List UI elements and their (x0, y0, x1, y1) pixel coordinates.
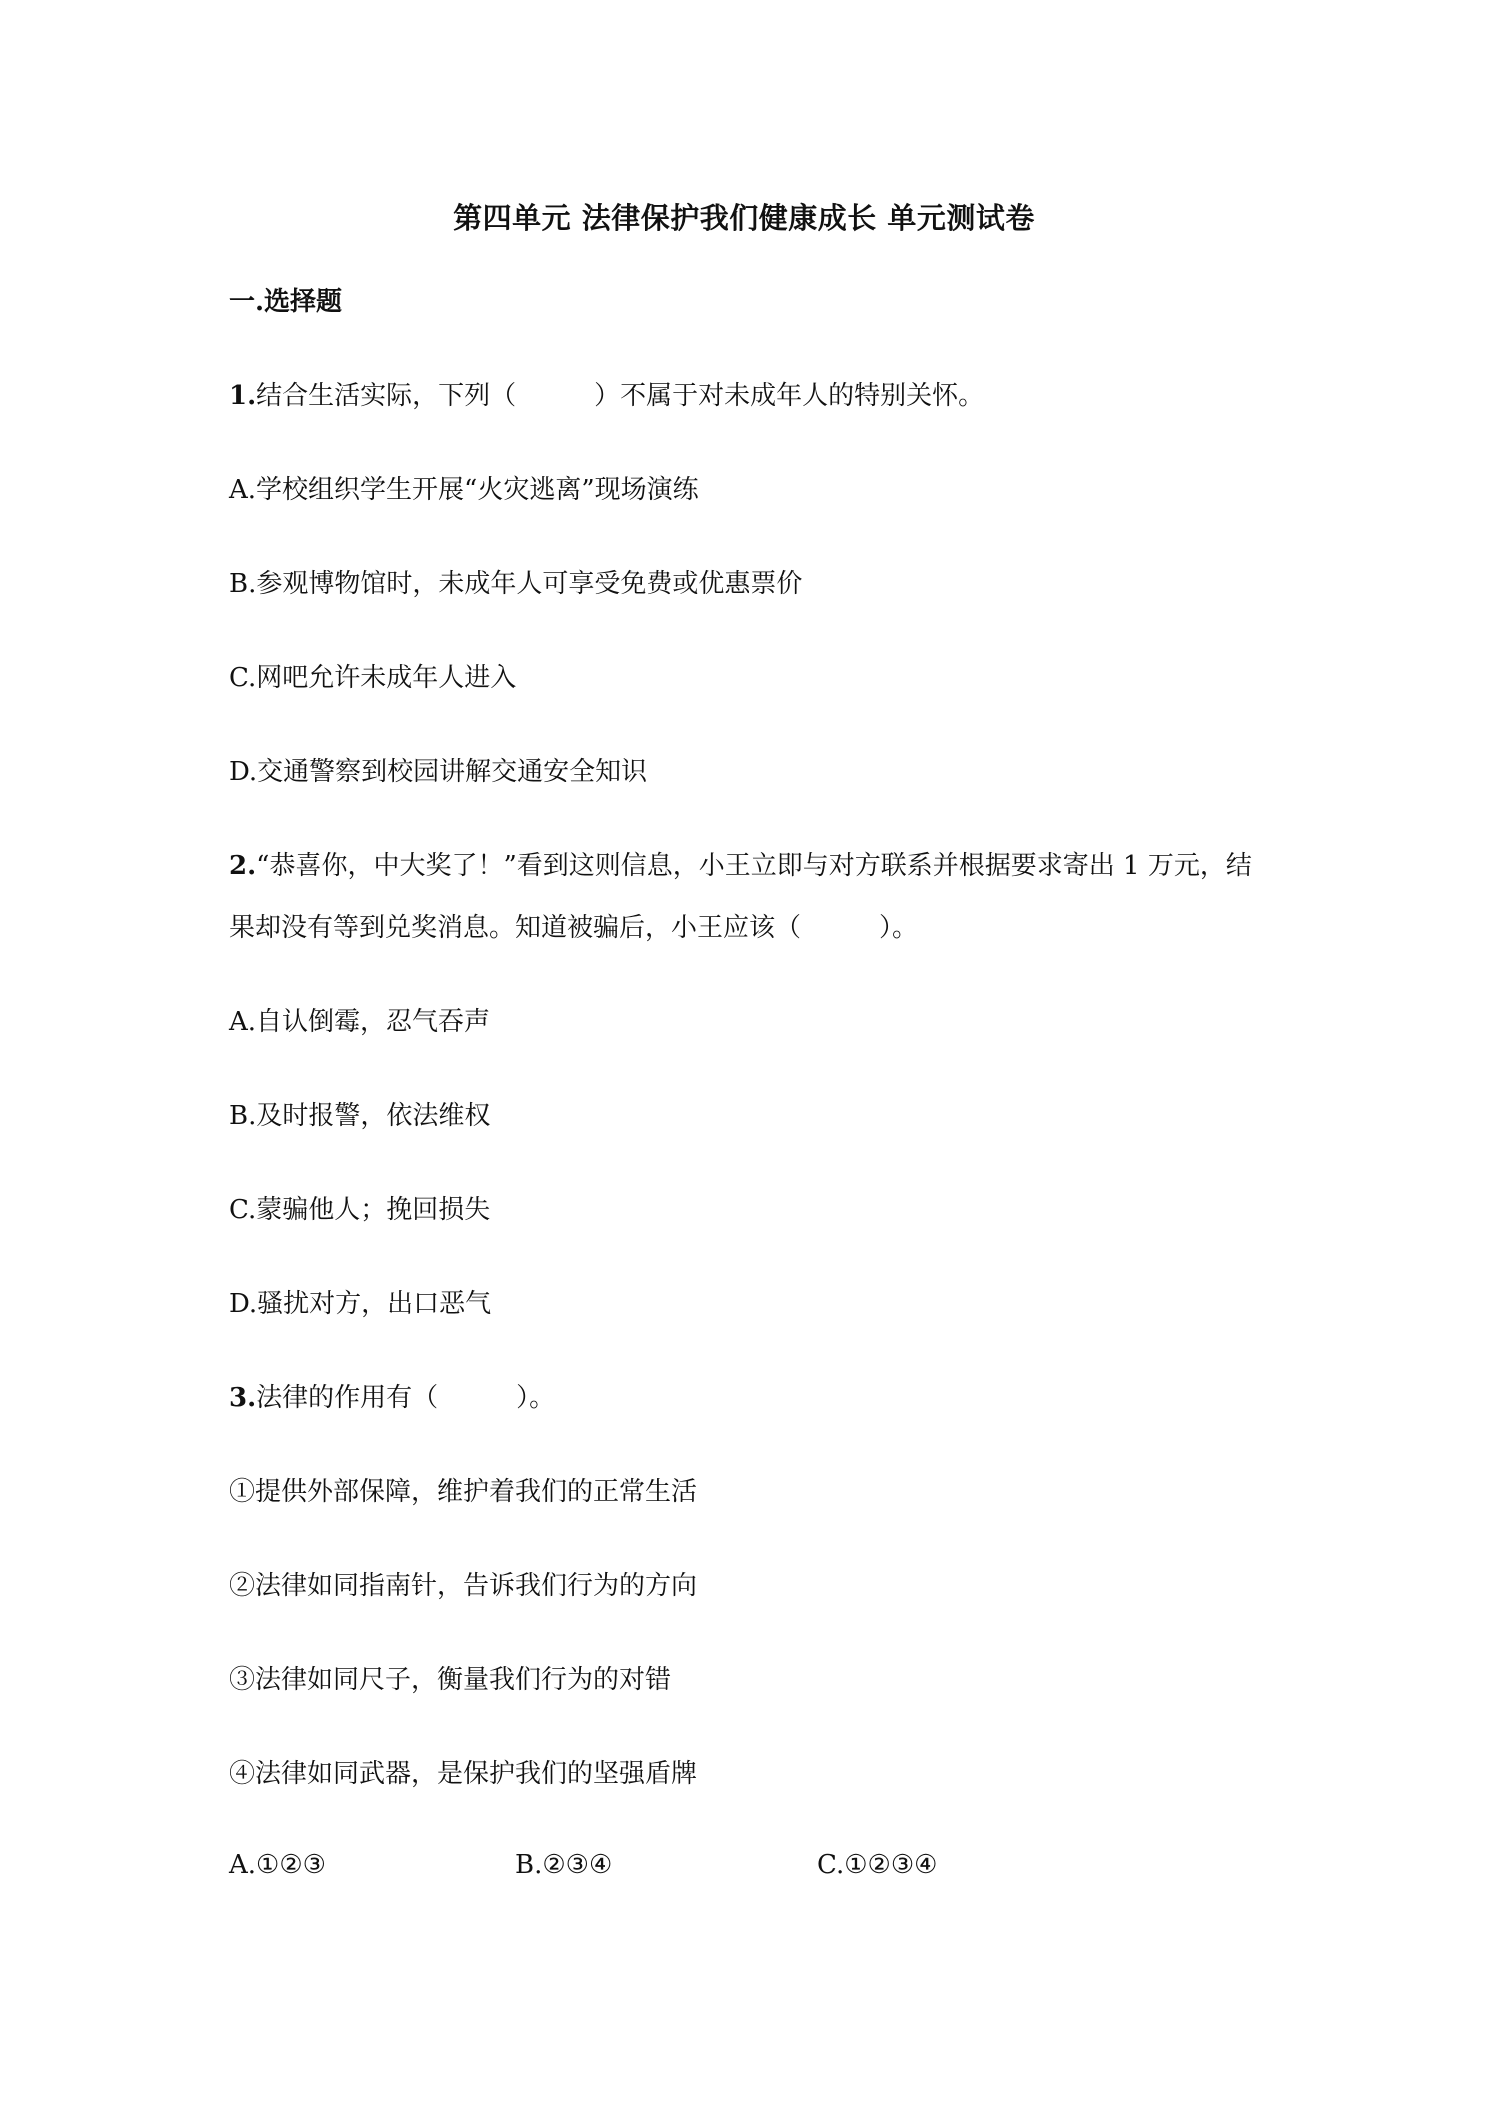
question-number: 3. (229, 1383, 257, 1413)
question-number: 1. (229, 381, 257, 411)
question-text-line1: “恭喜你，中大奖了！”看到这则信息，小王立即与对方联系并根据要求寄出 1 万元，结 (256, 851, 1252, 881)
q3-statement-2: ②法律如同指南针，告诉我们行为的方向 (229, 1571, 698, 1601)
q2-option-a: A.自认倒霉，忍气吞声 (229, 1007, 491, 1037)
q2-option-c: C.蒙骗他人；挽回损失 (229, 1195, 491, 1225)
q3-statement-4: ④法律如同武器，是保护我们的坚强盾牌 (229, 1759, 698, 1789)
q3-statement-3: ③法律如同尺子，衡量我们行为的对错 (229, 1665, 672, 1695)
q1-option-c: C.网吧允许未成年人进入 (229, 663, 517, 693)
q1-option-a: A.学校组织学生开展“火灾逃离”现场演练 (229, 475, 699, 505)
q1-option-d: D.交通警察到校园讲解交通安全知识 (229, 757, 648, 787)
question-number: 2. (229, 851, 257, 881)
q3-option-a: A.①②③ (229, 1850, 326, 1880)
question-text-line2: 果却没有等到兑奖消息。知道被骗后，小王应该（ ）。 (229, 913, 919, 943)
question-2 (229, 850, 1252, 882)
q3-statement-1: ①提供外部保障，维护着我们的正常生活 (229, 1477, 698, 1507)
question-text: 法律的作用有（ ）。 (256, 1383, 556, 1413)
page-title: 第四单元 法律保护我们健康成长 单元测试卷 (453, 201, 1035, 235)
question-text: 结合生活实际，下列（ ）不属于对未成年人的特别关怀。 (256, 381, 985, 411)
section-heading: 一.选择题 (229, 287, 343, 317)
q3-option-c: C.①②③④ (817, 1850, 938, 1880)
q1-option-b: B.参观博物馆时，未成年人可享受免费或优惠票价 (229, 569, 803, 599)
question-3 (229, 1382, 555, 1414)
question-1 (229, 380, 984, 412)
q3-options-row (229, 1850, 1329, 1886)
q2-option-b: B.及时报警，依法维权 (229, 1101, 491, 1131)
q2-option-d: D.骚扰对方，出口恶气 (229, 1289, 492, 1319)
q3-option-b: B.②③④ (515, 1850, 613, 1880)
